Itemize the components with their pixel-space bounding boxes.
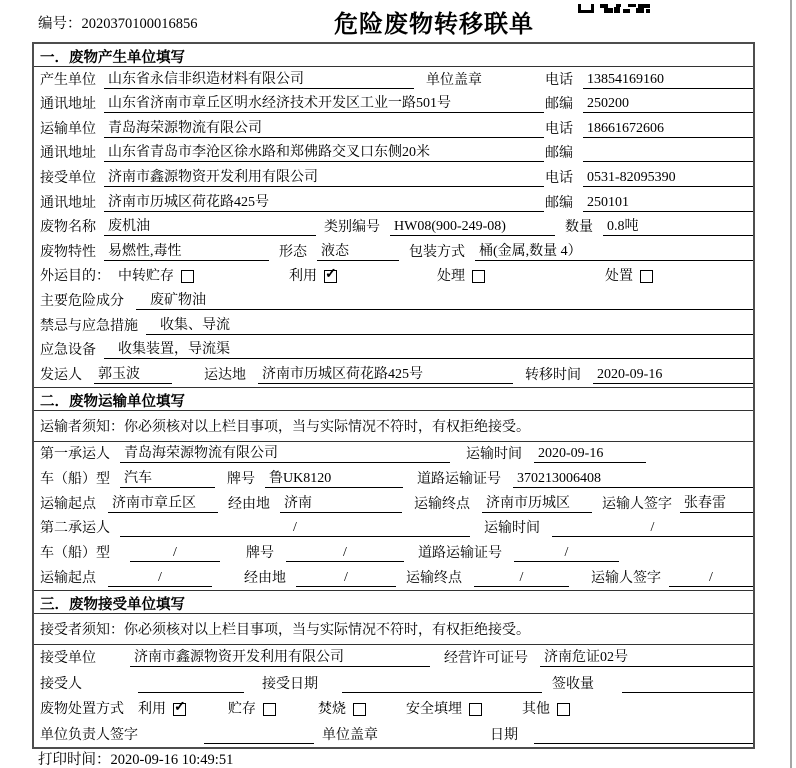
receive-addr-value: 济南市历城区荷花路425号: [104, 194, 544, 212]
transport-unit-value: 青岛海荣源物流有限公司: [104, 120, 544, 138]
vehicle-type-value: /: [130, 544, 220, 562]
checkbox-icon: [557, 703, 570, 716]
transport-addr-value: 山东省青岛市李沧区徐水路和郑佛路交叉口东侧20米: [104, 144, 544, 162]
second-carrier-value: /: [120, 519, 470, 537]
transport-time-value: /: [552, 519, 753, 537]
emergency-label: 禁忌与应急措施: [40, 318, 138, 334]
receive-unit-label: 接受单位: [40, 170, 96, 186]
zip-label: 邮编: [545, 195, 573, 211]
checkbox-icon: [173, 703, 186, 716]
section-transporter: [34, 387, 753, 590]
plate-label: 牌号: [227, 472, 255, 488]
disposal-option-storage: [228, 701, 276, 718]
purpose-option-label: 中转贮存: [118, 269, 174, 285]
disposal-option-label: 焚烧: [318, 702, 346, 718]
date-value: [534, 743, 753, 744]
print-time-line: [38, 748, 233, 768]
first-carrier-value: 青岛海荣源物流有限公司: [120, 445, 450, 463]
disposal-option-label: 利用: [138, 702, 166, 718]
row-receive-unit: [34, 165, 753, 190]
produce-addr-value: 山东省济南市章丘区明水经济技术开发区工业一路501号: [104, 95, 544, 113]
row-emergency-measures: [34, 313, 753, 338]
row-route-2: [34, 565, 753, 590]
receive-addr-label: 通讯地址: [40, 195, 96, 211]
purpose-option-label: 处置: [605, 269, 633, 285]
disposal-option-use: [138, 701, 186, 718]
print-time-value: 2020-09-16 10:49:51: [110, 752, 234, 768]
manifest-form: [32, 42, 755, 749]
qty-label: 数量: [565, 220, 593, 236]
phone-label: 电话: [545, 170, 573, 186]
vehicle-type-value: 汽车: [120, 470, 215, 488]
purpose-option-treat: [437, 268, 485, 285]
disposal-label: 废物处置方式: [40, 702, 124, 718]
serial-number-line: [38, 12, 198, 33]
purpose-label: 外运目的：: [40, 269, 110, 285]
responsible-sign-value: [204, 743, 314, 744]
pack-label: 包装方式: [409, 244, 465, 260]
page-title: 危险废物转移联单: [334, 11, 534, 38]
row-first-carrier: [34, 442, 753, 467]
phone-label: 电话: [545, 72, 573, 88]
zip-label: 邮编: [545, 97, 573, 113]
route-via-label: 经由地: [244, 570, 286, 586]
receive-zip-value: 250101: [583, 194, 753, 212]
receive-unit-value: 济南市鑫源物资开发利用有限公司: [130, 649, 430, 667]
route-via-label: 经由地: [228, 496, 270, 512]
purpose-option-use: [289, 268, 337, 285]
disposal-option-other: [522, 701, 570, 718]
receive-date-value: [342, 692, 542, 693]
row-waste-name: [34, 215, 753, 240]
checkbox-icon: [469, 703, 482, 716]
destination-value: 济南市历城区荷花路425号: [258, 366, 513, 384]
equipment-value: 收集装置，导流渠: [104, 341, 753, 359]
route-end-label: 运输终点: [414, 496, 470, 512]
form-label: 形态: [279, 244, 307, 260]
signed-qty-label: 签收量: [552, 676, 594, 692]
unit-seal-label: 单位盖章: [426, 72, 482, 88]
route-end-value: 济南市历城区: [482, 495, 592, 513]
row-emergency-equipment: [34, 338, 753, 363]
hazard-value: 废矿物油: [136, 292, 753, 310]
carrier-sign-value: /: [669, 569, 753, 587]
route-start-label: 运输起点: [40, 570, 96, 586]
route-via-value: 济南: [280, 495, 402, 513]
transport-time-label: 运输时间: [484, 521, 540, 537]
receiver-notice: 接受者须知：你必须核对以上栏目事项，当与实际情况不符时，有权拒绝接受。: [34, 614, 753, 645]
destination-label: 运达地: [204, 367, 246, 383]
disposal-option-landfill: [406, 701, 482, 718]
transport-unit-label: 运输单位: [40, 121, 96, 137]
page-edge-line: [790, 0, 792, 768]
date-label: 日期: [490, 727, 518, 743]
row-receive-unit-3: [34, 645, 753, 671]
section3-header: 三．废物接受单位填写: [34, 590, 753, 614]
waste-pack-value: 桶(金属,数量 4）: [475, 243, 753, 261]
emergency-value: 收集、导流: [146, 317, 753, 335]
row-transport-unit: [34, 116, 753, 141]
disposal-option-label: 贮存: [228, 702, 256, 718]
serial-value: 2020370100016856: [81, 16, 198, 32]
checkbox-icon: [353, 703, 366, 716]
transport-time-value: 2020-09-16: [534, 445, 646, 463]
produce-unit-value: 山东省永信非织造材料有限公司: [104, 71, 414, 89]
section1-header: 一．废物产生单位填写: [34, 44, 753, 67]
transporter-notice: 运输者须知：你必须核对以上栏目事项，当与实际情况不符时，有权拒绝接受。: [34, 411, 753, 442]
transfer-time-label: 转移时间: [525, 367, 581, 383]
route-start-value: 济南市章丘区: [108, 495, 218, 513]
route-start-value: /: [108, 569, 212, 587]
row-responsible-signature: [34, 721, 753, 747]
purpose-option-label: 处理: [437, 269, 465, 285]
unit-seal-label: 单位盖章: [322, 727, 378, 743]
row-transport-address: [34, 141, 753, 166]
produce-zip-value: 250200: [583, 95, 753, 113]
waste-name-label: 废物名称: [40, 220, 96, 236]
row-receiver-person: [34, 670, 753, 696]
section2-header: 二．废物运输单位填写: [34, 387, 753, 411]
produce-addr-label: 通讯地址: [40, 97, 96, 113]
disposal-option-incinerate: [318, 701, 366, 718]
row-produce-address: [34, 92, 753, 117]
operating-license-label: 经营许可证号: [444, 651, 528, 667]
row-dispatcher: [34, 362, 753, 387]
row-vehicle-2: [34, 540, 753, 565]
section-producer: [34, 44, 753, 387]
row-produce-unit: [34, 67, 753, 92]
waste-qty-value: 0.8吨: [603, 218, 753, 236]
disposal-option-label: 安全填埋: [406, 702, 462, 718]
route-end-label: 运输终点: [406, 570, 462, 586]
row-transfer-purpose: [34, 264, 753, 289]
road-license-value: 370213006408: [513, 470, 753, 488]
serial-label: 编号：: [38, 16, 82, 32]
row-receive-address: [34, 190, 753, 215]
dispatcher-label: 发运人: [40, 367, 82, 383]
transport-addr-label: 通讯地址: [40, 146, 96, 162]
transport-phone-value: 18661672606: [583, 120, 753, 138]
equipment-label: 应急设备: [40, 343, 96, 359]
road-license-label: 道路运输证号: [418, 546, 502, 562]
row-route-1: [34, 491, 753, 516]
row-vehicle-1: [34, 466, 753, 491]
carrier-sign-label: 运输人签字: [591, 570, 661, 586]
plate-value: /: [286, 544, 404, 562]
operating-license-value: 济南危证02号: [540, 649, 753, 667]
hazard-label: 主要危险成分: [40, 293, 124, 309]
checkbox-icon: [324, 270, 337, 283]
receive-phone-value: 0531-82095390: [583, 169, 753, 187]
checkbox-icon: [640, 270, 653, 283]
disposal-option-label: 其他: [522, 702, 550, 718]
carrier-sign-label: 运输人签字: [602, 496, 672, 512]
section-receiver: [34, 590, 753, 747]
phone-label: 电话: [545, 121, 573, 137]
transport-time-label: 运输时间: [466, 447, 522, 463]
receive-unit-value: 济南市鑫源物资开发利用有限公司: [104, 169, 544, 187]
produce-phone-value: 13854169160: [583, 71, 753, 89]
checkbox-icon: [472, 270, 485, 283]
receiver-value: [138, 692, 244, 693]
plate-label: 牌号: [246, 546, 274, 562]
plate-value: 鲁UK8120: [265, 470, 403, 488]
zip-label: 邮编: [545, 146, 573, 162]
road-license-label: 道路运输证号: [417, 472, 501, 488]
row-waste-property: [34, 239, 753, 264]
receive-unit-label: 接受单位: [40, 651, 96, 667]
produce-unit-label: 产生单位: [40, 72, 96, 88]
print-time-label: 打印时间：: [38, 752, 111, 768]
road-license-value: /: [514, 544, 619, 562]
dispatcher-value: 郭玉波: [94, 366, 172, 384]
row-hazard-component: [34, 288, 753, 313]
waste-prop-label: 废物特性: [40, 244, 96, 260]
checkbox-icon: [263, 703, 276, 716]
route-start-label: 运输起点: [40, 496, 96, 512]
checkbox-icon: [181, 270, 194, 283]
waste-name-value: 废机油: [104, 218, 316, 236]
waste-form-value: 液态: [317, 243, 399, 261]
row-second-carrier: [34, 516, 753, 541]
route-via-value: /: [296, 569, 396, 587]
signed-qty-value: [622, 692, 753, 693]
first-carrier-label: 第一承运人: [40, 447, 110, 463]
waste-prop-value: 易燃性,毒性: [104, 243, 269, 261]
second-carrier-label: 第二承运人: [40, 521, 110, 537]
vehicle-type-label: 车（船）型: [40, 546, 110, 562]
transport-zip-value: [583, 161, 753, 162]
code-label: 类别编号: [324, 220, 380, 236]
receiver-label: 接受人: [40, 676, 82, 692]
qr-code-icon: [578, 0, 650, 18]
carrier-sign-value: 张春雷: [680, 495, 753, 513]
purpose-option-dispose: [605, 268, 653, 285]
route-end-value: /: [474, 569, 569, 587]
vehicle-type-label: 车（船）型: [40, 472, 110, 488]
responsible-sign-label: 单位负责人签字: [40, 727, 138, 743]
row-disposal-method: [34, 696, 753, 722]
purpose-option-label: 利用: [289, 269, 317, 285]
waste-code-value: HW08(900-249-08): [390, 218, 555, 236]
receive-date-label: 接受日期: [262, 676, 318, 692]
transfer-time-value: 2020-09-16: [593, 366, 753, 384]
purpose-option-storage: [118, 268, 194, 285]
